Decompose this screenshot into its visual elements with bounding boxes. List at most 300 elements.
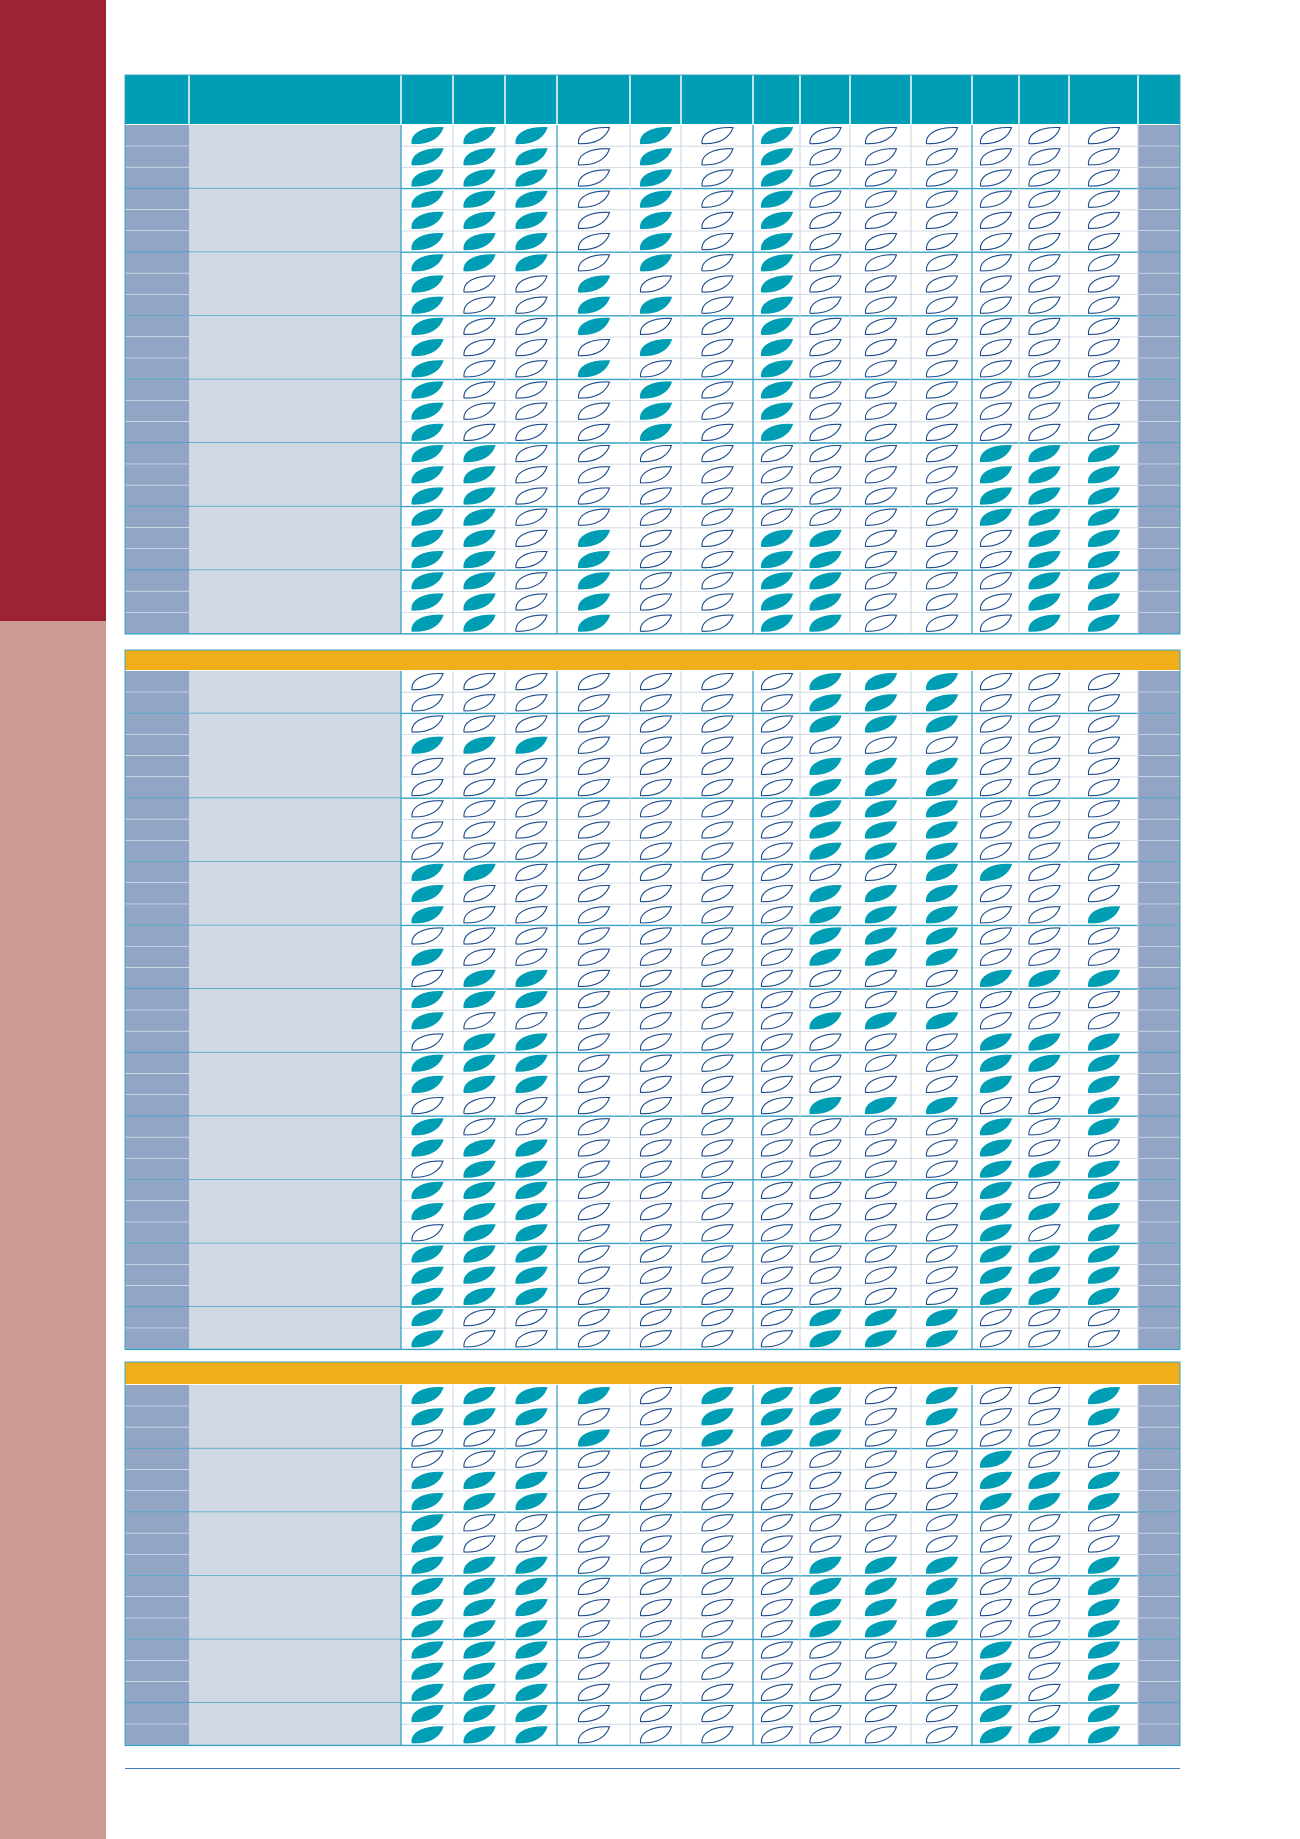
empty-leaf-icon	[702, 318, 733, 334]
empty-leaf-icon	[865, 1076, 896, 1092]
filled-leaf-icon	[865, 1310, 896, 1326]
empty-leaf-icon	[640, 674, 671, 690]
filled-leaf-icon	[412, 1288, 443, 1304]
filled-leaf-icon	[578, 276, 609, 292]
filled-leaf-icon	[464, 149, 495, 165]
filled-leaf-icon	[464, 1621, 495, 1637]
row-end-cell	[1138, 252, 1180, 273]
empty-leaf-icon	[865, 864, 896, 880]
filled-leaf-icon	[761, 255, 792, 271]
row-label-cell	[189, 1385, 401, 1449]
empty-leaf-icon	[1029, 864, 1060, 880]
empty-leaf-icon	[761, 1621, 792, 1637]
empty-leaf-icon	[702, 992, 733, 1008]
empty-leaf-icon	[1029, 1331, 1060, 1347]
row-index-cell	[125, 443, 189, 464]
empty-leaf-icon	[702, 1472, 733, 1488]
empty-leaf-icon	[810, 340, 841, 356]
filled-leaf-icon	[1088, 1409, 1119, 1425]
row-end-cell	[1138, 189, 1180, 210]
filled-leaf-icon	[865, 822, 896, 838]
empty-leaf-icon	[702, 255, 733, 271]
filled-leaf-icon	[761, 573, 792, 589]
row-end-cell	[1138, 613, 1180, 634]
row-index-cell	[125, 1328, 189, 1349]
empty-leaf-icon	[702, 864, 733, 880]
filled-leaf-icon	[980, 864, 1011, 880]
empty-leaf-icon	[578, 149, 609, 165]
empty-leaf-icon	[578, 128, 609, 144]
empty-leaf-icon	[865, 1706, 896, 1722]
row-end-cell	[1138, 1618, 1180, 1639]
empty-leaf-icon	[412, 780, 443, 796]
empty-leaf-icon	[702, 488, 733, 504]
empty-leaf-icon	[702, 822, 733, 838]
row-end-cell	[1138, 1449, 1180, 1470]
filled-leaf-icon	[1088, 907, 1119, 923]
filled-leaf-icon	[761, 530, 792, 546]
empty-leaf-icon	[1029, 318, 1060, 334]
empty-leaf-icon	[640, 1161, 671, 1177]
empty-leaf-icon	[810, 1182, 841, 1198]
row-index-cell	[125, 925, 189, 946]
row-index-cell	[125, 692, 189, 713]
filled-leaf-icon	[412, 1642, 443, 1658]
empty-leaf-icon	[926, 488, 957, 504]
empty-leaf-icon	[516, 1013, 547, 1029]
filled-leaf-icon	[761, 191, 792, 207]
empty-leaf-icon	[464, 1098, 495, 1114]
row-index-cell	[125, 1533, 189, 1554]
row-label-cell	[189, 1703, 401, 1745]
empty-leaf-icon	[865, 1472, 896, 1488]
row-index-cell	[125, 1116, 189, 1137]
empty-leaf-icon	[761, 1225, 792, 1241]
empty-leaf-icon	[926, 318, 957, 334]
empty-leaf-icon	[1029, 928, 1060, 944]
empty-leaf-icon	[1088, 758, 1119, 774]
empty-leaf-icon	[865, 1055, 896, 1071]
empty-leaf-icon	[1088, 886, 1119, 902]
row-end-cell	[1138, 1661, 1180, 1682]
empty-leaf-icon	[761, 1182, 792, 1198]
empty-leaf-icon	[702, 1727, 733, 1743]
empty-leaf-icon	[1088, 1515, 1119, 1531]
empty-leaf-icon	[761, 1727, 792, 1743]
row-index-cell	[125, 358, 189, 379]
filled-leaf-icon	[865, 843, 896, 859]
filled-leaf-icon	[412, 1310, 443, 1326]
row-end-cell	[1138, 1555, 1180, 1576]
empty-leaf-icon	[1029, 403, 1060, 419]
filled-leaf-icon	[1088, 1225, 1119, 1241]
empty-leaf-icon	[865, 1119, 896, 1135]
empty-leaf-icon	[1029, 1430, 1060, 1446]
empty-leaf-icon	[761, 928, 792, 944]
filled-leaf-icon	[412, 886, 443, 902]
filled-leaf-icon	[761, 615, 792, 631]
empty-leaf-icon	[1029, 212, 1060, 228]
empty-leaf-icon	[810, 446, 841, 462]
empty-leaf-icon	[702, 1204, 733, 1220]
empty-leaf-icon	[1088, 1331, 1119, 1347]
filled-leaf-icon	[464, 1161, 495, 1177]
filled-leaf-icon	[412, 1246, 443, 1262]
row-end-cell	[1138, 1265, 1180, 1286]
filled-leaf-icon	[464, 1225, 495, 1241]
filled-leaf-icon	[578, 1388, 609, 1404]
empty-leaf-icon	[412, 674, 443, 690]
filled-leaf-icon	[926, 1578, 957, 1594]
empty-leaf-icon	[1088, 822, 1119, 838]
filled-leaf-icon	[464, 1388, 495, 1404]
empty-leaf-icon	[516, 509, 547, 525]
empty-leaf-icon	[516, 674, 547, 690]
empty-leaf-icon	[980, 1098, 1011, 1114]
filled-leaf-icon	[640, 128, 671, 144]
filled-leaf-icon	[516, 149, 547, 165]
empty-leaf-icon	[926, 1182, 957, 1198]
empty-leaf-icon	[1088, 340, 1119, 356]
empty-leaf-icon	[926, 191, 957, 207]
filled-leaf-icon	[516, 1494, 547, 1510]
section-header-bar	[125, 75, 1180, 124]
empty-leaf-icon	[1088, 737, 1119, 753]
filled-leaf-icon	[516, 1076, 547, 1092]
empty-leaf-icon	[1029, 1578, 1060, 1594]
filled-leaf-icon	[464, 467, 495, 483]
empty-leaf-icon	[578, 758, 609, 774]
filled-leaf-icon	[810, 674, 841, 690]
empty-leaf-icon	[640, 1684, 671, 1700]
empty-leaf-icon	[1029, 382, 1060, 398]
row-index-cell	[125, 1682, 189, 1703]
filled-leaf-icon	[761, 297, 792, 313]
filled-leaf-icon	[926, 1621, 957, 1637]
empty-leaf-icon	[761, 1451, 792, 1467]
empty-leaf-icon	[980, 1310, 1011, 1326]
filled-leaf-icon	[464, 1642, 495, 1658]
empty-leaf-icon	[1029, 1621, 1060, 1637]
filled-leaf-icon	[810, 594, 841, 610]
filled-leaf-icon	[1088, 1727, 1119, 1743]
row-index-cell	[125, 1406, 189, 1427]
filled-leaf-icon	[1029, 446, 1060, 462]
row-end-cell	[1138, 1116, 1180, 1137]
empty-leaf-icon	[1088, 170, 1119, 186]
filled-leaf-icon	[640, 340, 671, 356]
empty-leaf-icon	[412, 1098, 443, 1114]
empty-leaf-icon	[810, 128, 841, 144]
empty-leaf-icon	[810, 1451, 841, 1467]
row-end-cell	[1138, 591, 1180, 612]
row-index-cell	[125, 1555, 189, 1576]
empty-leaf-icon	[761, 1310, 792, 1326]
row-index-cell	[125, 735, 189, 756]
row-index-cell	[125, 1639, 189, 1660]
empty-leaf-icon	[1029, 1388, 1060, 1404]
row-index-cell	[125, 777, 189, 798]
empty-leaf-icon	[464, 276, 495, 292]
empty-leaf-icon	[810, 424, 841, 440]
empty-leaf-icon	[464, 340, 495, 356]
empty-leaf-icon	[702, 1494, 733, 1510]
filled-leaf-icon	[980, 1288, 1011, 1304]
filled-leaf-icon	[640, 170, 671, 186]
empty-leaf-icon	[980, 403, 1011, 419]
filled-leaf-icon	[516, 1204, 547, 1220]
empty-leaf-icon	[578, 1578, 609, 1594]
filled-leaf-icon	[980, 1663, 1011, 1679]
empty-leaf-icon	[464, 674, 495, 690]
empty-leaf-icon	[865, 191, 896, 207]
filled-leaf-icon	[865, 1013, 896, 1029]
empty-leaf-icon	[761, 1557, 792, 1573]
filled-leaf-icon	[810, 1409, 841, 1425]
filled-leaf-icon	[464, 1204, 495, 1220]
empty-leaf-icon	[761, 1663, 792, 1679]
empty-leaf-icon	[578, 1267, 609, 1283]
empty-leaf-icon	[1029, 716, 1060, 732]
row-index-cell	[125, 549, 189, 570]
empty-leaf-icon	[578, 907, 609, 923]
empty-leaf-icon	[578, 255, 609, 271]
filled-leaf-icon	[865, 695, 896, 711]
filled-leaf-icon	[810, 907, 841, 923]
empty-leaf-icon	[926, 382, 957, 398]
filled-leaf-icon	[578, 615, 609, 631]
empty-leaf-icon	[578, 446, 609, 462]
row-end-cell	[1138, 968, 1180, 989]
empty-leaf-icon	[761, 1288, 792, 1304]
row-index-cell	[125, 485, 189, 506]
filled-leaf-icon	[1088, 552, 1119, 568]
empty-leaf-icon	[761, 1034, 792, 1050]
filled-leaf-icon	[578, 573, 609, 589]
empty-leaf-icon	[761, 1600, 792, 1616]
filled-leaf-icon	[464, 992, 495, 1008]
filled-leaf-icon	[412, 552, 443, 568]
filled-leaf-icon	[865, 1578, 896, 1594]
filled-leaf-icon	[640, 255, 671, 271]
filled-leaf-icon	[810, 530, 841, 546]
empty-leaf-icon	[926, 1119, 957, 1135]
empty-leaf-icon	[1088, 1536, 1119, 1552]
row-end-cell	[1138, 316, 1180, 337]
row-index-cell	[125, 798, 189, 819]
row-end-cell	[1138, 146, 1180, 167]
filled-leaf-icon	[516, 1557, 547, 1573]
empty-leaf-icon	[1029, 1225, 1060, 1241]
filled-leaf-icon	[1029, 1034, 1060, 1050]
filled-leaf-icon	[865, 907, 896, 923]
filled-leaf-icon	[412, 949, 443, 965]
empty-leaf-icon	[1029, 424, 1060, 440]
empty-leaf-icon	[578, 403, 609, 419]
empty-leaf-icon	[1029, 1557, 1060, 1573]
row-end-cell	[1138, 570, 1180, 591]
empty-leaf-icon	[865, 1388, 896, 1404]
empty-leaf-icon	[464, 318, 495, 334]
empty-leaf-icon	[640, 801, 671, 817]
empty-leaf-icon	[926, 1246, 957, 1262]
empty-leaf-icon	[702, 1557, 733, 1573]
empty-leaf-icon	[640, 695, 671, 711]
empty-leaf-icon	[578, 716, 609, 732]
filled-leaf-icon	[1088, 1076, 1119, 1092]
empty-leaf-icon	[702, 1225, 733, 1241]
filled-leaf-icon	[810, 886, 841, 902]
empty-leaf-icon	[578, 1642, 609, 1658]
filled-leaf-icon	[412, 297, 443, 313]
empty-leaf-icon	[1029, 1098, 1060, 1114]
empty-leaf-icon	[865, 1515, 896, 1531]
footer-rule	[125, 1768, 1180, 1769]
empty-leaf-icon	[810, 1515, 841, 1531]
filled-leaf-icon	[865, 716, 896, 732]
empty-leaf-icon	[926, 128, 957, 144]
empty-leaf-icon	[865, 992, 896, 1008]
filled-leaf-icon	[516, 1267, 547, 1283]
row-end-cell	[1138, 989, 1180, 1010]
filled-leaf-icon	[412, 615, 443, 631]
filled-leaf-icon	[1029, 1727, 1060, 1743]
row-index-cell	[125, 273, 189, 294]
empty-leaf-icon	[412, 1034, 443, 1050]
row-end-cell	[1138, 401, 1180, 422]
empty-leaf-icon	[865, 467, 896, 483]
filled-leaf-icon	[412, 446, 443, 462]
empty-leaf-icon	[1029, 1684, 1060, 1700]
filled-leaf-icon	[1088, 1684, 1119, 1700]
row-index-cell	[125, 1010, 189, 1031]
empty-leaf-icon	[865, 403, 896, 419]
empty-leaf-icon	[1029, 949, 1060, 965]
empty-leaf-icon	[702, 467, 733, 483]
empty-leaf-icon	[810, 970, 841, 986]
empty-leaf-icon	[810, 1034, 841, 1050]
filled-leaf-icon	[464, 1600, 495, 1616]
empty-leaf-icon	[1029, 170, 1060, 186]
empty-leaf-icon	[578, 1472, 609, 1488]
row-end-cell	[1138, 1053, 1180, 1074]
empty-leaf-icon	[640, 573, 671, 589]
empty-leaf-icon	[412, 822, 443, 838]
row-label-cell	[189, 507, 401, 571]
empty-leaf-icon	[516, 695, 547, 711]
filled-leaf-icon	[1088, 1388, 1119, 1404]
empty-leaf-icon	[516, 530, 547, 546]
empty-leaf-icon	[810, 1663, 841, 1679]
filled-leaf-icon	[412, 737, 443, 753]
filled-leaf-icon	[516, 1055, 547, 1071]
filled-leaf-icon	[980, 1706, 1011, 1722]
empty-leaf-icon	[702, 843, 733, 859]
empty-leaf-icon	[516, 573, 547, 589]
filled-leaf-icon	[702, 1409, 733, 1425]
filled-leaf-icon	[412, 907, 443, 923]
empty-leaf-icon	[578, 1663, 609, 1679]
empty-leaf-icon	[980, 1331, 1011, 1347]
row-label-cell	[189, 862, 401, 926]
empty-leaf-icon	[926, 1140, 957, 1156]
empty-leaf-icon	[578, 1013, 609, 1029]
row-index-cell	[125, 1095, 189, 1116]
empty-leaf-icon	[980, 1409, 1011, 1425]
empty-leaf-icon	[1088, 843, 1119, 859]
filled-leaf-icon	[926, 822, 957, 838]
empty-leaf-icon	[578, 843, 609, 859]
empty-leaf-icon	[578, 1098, 609, 1114]
filled-leaf-icon	[516, 1409, 547, 1425]
filled-leaf-icon	[865, 1098, 896, 1114]
empty-leaf-icon	[980, 530, 1011, 546]
empty-leaf-icon	[640, 1225, 671, 1241]
filled-leaf-icon	[1088, 594, 1119, 610]
empty-leaf-icon	[926, 1663, 957, 1679]
empty-leaf-icon	[578, 1536, 609, 1552]
empty-leaf-icon	[516, 1310, 547, 1326]
empty-leaf-icon	[810, 170, 841, 186]
filled-leaf-icon	[640, 234, 671, 250]
empty-leaf-icon	[702, 361, 733, 377]
filled-leaf-icon	[412, 1140, 443, 1156]
empty-leaf-icon	[516, 297, 547, 313]
filled-leaf-icon	[412, 382, 443, 398]
empty-leaf-icon	[1088, 780, 1119, 796]
row-index-cell	[125, 1724, 189, 1745]
empty-leaf-icon	[980, 1600, 1011, 1616]
empty-leaf-icon	[926, 1161, 957, 1177]
empty-leaf-icon	[578, 1140, 609, 1156]
empty-leaf-icon	[702, 1119, 733, 1135]
empty-leaf-icon	[578, 1621, 609, 1637]
empty-leaf-icon	[865, 1430, 896, 1446]
empty-leaf-icon	[640, 1119, 671, 1135]
empty-leaf-icon	[980, 1557, 1011, 1573]
row-end-cell	[1138, 756, 1180, 777]
empty-leaf-icon	[640, 552, 671, 568]
empty-leaf-icon	[578, 1310, 609, 1326]
filled-leaf-icon	[1088, 488, 1119, 504]
empty-leaf-icon	[578, 212, 609, 228]
row-end-cell	[1138, 1010, 1180, 1031]
filled-leaf-icon	[464, 615, 495, 631]
empty-leaf-icon	[865, 530, 896, 546]
empty-leaf-icon	[761, 1267, 792, 1283]
row-index-cell	[125, 613, 189, 634]
filled-leaf-icon	[464, 970, 495, 986]
filled-leaf-icon	[1088, 446, 1119, 462]
filled-leaf-icon	[464, 212, 495, 228]
row-label-cell	[189, 570, 401, 634]
empty-leaf-icon	[702, 695, 733, 711]
filled-leaf-icon	[810, 695, 841, 711]
empty-leaf-icon	[810, 1246, 841, 1262]
filled-leaf-icon	[464, 1055, 495, 1071]
empty-leaf-icon	[516, 928, 547, 944]
empty-leaf-icon	[761, 695, 792, 711]
empty-leaf-icon	[578, 822, 609, 838]
empty-leaf-icon	[980, 843, 1011, 859]
empty-leaf-icon	[810, 1204, 841, 1220]
empty-leaf-icon	[865, 318, 896, 334]
filled-leaf-icon	[980, 1727, 1011, 1743]
empty-leaf-icon	[412, 758, 443, 774]
empty-leaf-icon	[702, 594, 733, 610]
filled-leaf-icon	[865, 1331, 896, 1347]
empty-leaf-icon	[1029, 758, 1060, 774]
